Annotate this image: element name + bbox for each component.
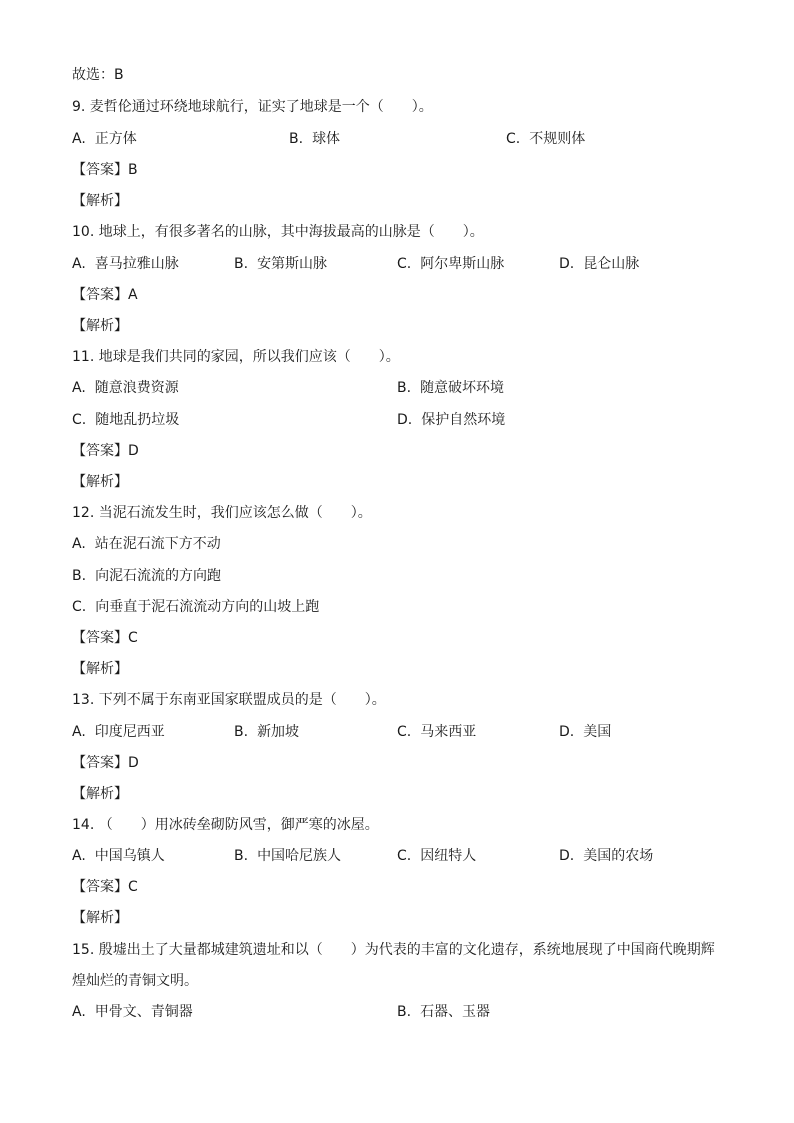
- question-12-answer: 【答案】C: [72, 630, 138, 646]
- option-text: 美国的农场: [583, 848, 654, 864]
- option-letter: A.: [72, 848, 86, 864]
- option-text: 石器、玉器: [420, 1004, 491, 1020]
- option-letter: B.: [289, 131, 304, 147]
- option-letter: A.: [72, 1004, 86, 1020]
- question-11-analysis: 【解析】: [72, 474, 128, 490]
- option-letter: B.: [234, 256, 249, 272]
- option-letter: A.: [72, 536, 86, 552]
- question-13-option-c: [397, 721, 476, 743]
- option-text: 不规则体: [529, 131, 586, 147]
- option-text: 喜马拉雅山脉: [94, 256, 179, 272]
- question-14-answer: 【答案】C: [72, 879, 138, 895]
- question-13-option-b: [234, 721, 299, 743]
- previous-answer: 故选：B: [72, 67, 124, 83]
- question-10-answer: 【答案】A: [72, 287, 138, 303]
- option-text: 马来西亚: [420, 724, 477, 740]
- question-10-option-b: [234, 253, 327, 275]
- question-14-analysis: 【解析】: [72, 910, 128, 926]
- option-letter: D.: [559, 256, 575, 272]
- option-letter: C.: [397, 848, 412, 864]
- option-text: 向垂直于泥石流流动方向的山坡上跑: [95, 599, 320, 615]
- question-9-stem: 9. 麦哲伦通过环绕地球航行，证实了地球是一个（ ）。: [72, 99, 433, 115]
- option-letter: D.: [559, 724, 575, 740]
- option-letter: B.: [234, 848, 249, 864]
- option-letter: C.: [397, 724, 412, 740]
- question-9-option-b: [289, 128, 340, 150]
- option-letter: D.: [397, 412, 413, 428]
- question-15-option-b: [397, 1001, 490, 1023]
- option-text: 随意浪费资源: [94, 380, 179, 396]
- question-12-option-b: [72, 565, 221, 587]
- option-letter: C.: [506, 131, 521, 147]
- option-letter: B.: [72, 568, 87, 584]
- question-13-option-d: [559, 721, 611, 743]
- question-11-option-b: [397, 377, 504, 399]
- option-text: 甲骨文、青铜器: [94, 1004, 193, 1020]
- option-text: 阿尔卑斯山脉: [420, 256, 505, 272]
- option-text: 新加坡: [257, 724, 300, 740]
- question-10-analysis: 【解析】: [72, 318, 128, 334]
- question-11-option-d: [397, 409, 505, 431]
- question-11-option-a: [72, 377, 179, 399]
- question-11-option-c: [72, 409, 179, 431]
- question-10-option-c: [397, 253, 504, 275]
- question-15-option-a: [72, 1001, 193, 1023]
- option-text: 中国哈尼族人: [257, 848, 342, 864]
- option-text: 随意破坏环境: [420, 380, 505, 396]
- option-letter: C.: [72, 599, 87, 615]
- question-14-option-b: [234, 845, 341, 867]
- question-15-stem-line-2: 煌灿烂的青铜文明。: [72, 973, 198, 989]
- question-12-option-c: [72, 596, 319, 618]
- option-text: 向泥石流流的方向跑: [95, 568, 222, 584]
- question-11-answer: 【答案】D: [72, 443, 139, 459]
- question-12-analysis: 【解析】: [72, 661, 128, 677]
- question-14-stem: 14. （ ）用冰砖垒砌防风雪，御严寒的冰屋。: [72, 817, 379, 833]
- option-text: 随地乱扔垃圾: [95, 412, 180, 428]
- option-letter: C.: [72, 412, 87, 428]
- question-12-stem: 12. 当泥石流发生时，我们应该怎么做（ ）。: [72, 505, 372, 521]
- option-text: 中国乌镇人: [94, 848, 165, 864]
- question-12-option-a: [72, 533, 221, 555]
- option-text: 球体: [312, 131, 341, 147]
- option-text: 美国: [583, 724, 612, 740]
- question-15-stem-line-1: 15. 殷墟出土了大量都城建筑遗址和以（ ）为代表的丰富的文化遗存，系统地展现了中国商代晚期辉: [72, 942, 715, 958]
- option-text: 站在泥石流下方不动: [94, 536, 221, 552]
- question-11-stem: 11. 地球是我们共同的家园，所以我们应该（ ）。: [72, 349, 400, 365]
- option-letter: B.: [397, 1004, 412, 1020]
- option-text: 因纽特人: [420, 848, 477, 864]
- question-13-stem: 13. 下列不属于东南亚国家联盟成员的是（ ）。: [72, 692, 386, 708]
- question-10-option-d: [559, 253, 639, 275]
- question-14-option-a: [72, 845, 165, 867]
- question-9-option-a: [72, 128, 137, 150]
- question-9-answer: 【答案】B: [72, 162, 138, 178]
- question-14-option-c: [397, 845, 476, 867]
- question-13-answer: 【答案】D: [72, 755, 139, 771]
- option-text: 昆仑山脉: [583, 256, 640, 272]
- option-letter: D.: [559, 848, 575, 864]
- option-letter: B.: [234, 724, 249, 740]
- question-14-option-d: [559, 845, 653, 867]
- option-letter: A.: [72, 380, 86, 396]
- option-text: 保护自然环境: [421, 412, 506, 428]
- option-letter: C.: [397, 256, 412, 272]
- question-9-option-c: [506, 128, 585, 150]
- option-text: 印度尼西亚: [94, 724, 165, 740]
- question-10-option-a: [72, 253, 179, 275]
- option-letter: B.: [397, 380, 412, 396]
- option-letter: A.: [72, 131, 86, 147]
- question-13-option-a: [72, 721, 165, 743]
- option-text: 正方体: [94, 131, 137, 147]
- option-text: 安第斯山脉: [257, 256, 328, 272]
- question-9-analysis: 【解析】: [72, 193, 128, 209]
- option-letter: A.: [72, 724, 86, 740]
- question-13-analysis: 【解析】: [72, 786, 128, 802]
- question-10-stem: 10. 地球上，有很多著名的山脉，其中海拔最高的山脉是（ ）。: [72, 224, 484, 240]
- option-letter: A.: [72, 256, 86, 272]
